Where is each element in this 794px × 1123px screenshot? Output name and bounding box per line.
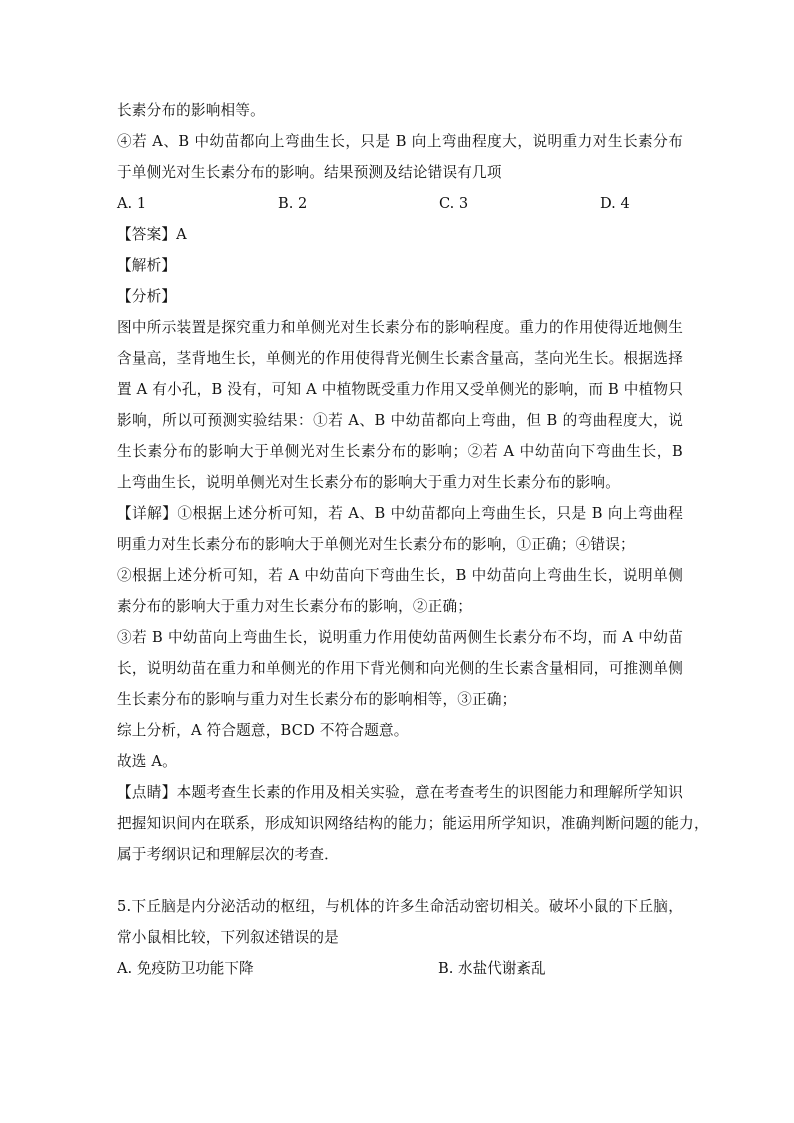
- text-line: 长，说明幼苗在重力和单侧光的作用下背光侧和向光侧的生长素含量相同，可推测单侧: [117, 660, 683, 677]
- text-line: 于单侧光对生长素分布的影响。结果预测及结论错误有几项: [117, 164, 502, 181]
- text-line: 【点睛】本题考查生长素的作用及相关实验，意在考查考生的识图能力和理解所学知识: [117, 784, 683, 801]
- text-line: 置 A 有小孔，B 没有，可知 A 中植物既受重力作用又受单侧光的影响，而 B 中植物只: [117, 381, 683, 398]
- option-b: B. 2: [278, 195, 308, 212]
- question-5-stem: 5.下丘脑是内分泌活动的枢纽，与机体的许多生命活动密切相关。破坏小鼠的下丘脑，: [117, 898, 683, 915]
- text-line: 明重力对生长素分布的影响大于单侧光对生长素分布的影响，①正确；④错误；: [117, 536, 635, 553]
- option-c: C. 3: [439, 195, 469, 212]
- text-line: 故选 A。: [117, 753, 177, 770]
- text-line: 【详解】①根据上述分析可知，若 A、B 中幼苗都向上弯曲生长，只是 B 向上弯曲程: [117, 505, 683, 522]
- option-b: B. 水盐代谢紊乱: [438, 960, 546, 977]
- text-line: ④若 A、B 中幼苗都向上弯曲生长，只是 B 向上弯曲程度大，说明重力对生长素分布: [117, 133, 683, 150]
- fenxi-header: 【分析】: [117, 288, 177, 305]
- text-line: 素分布的影响大于重力对生长素分布的影响，②正确；: [117, 598, 473, 615]
- section-gap: [117, 876, 683, 897]
- option-a: A. 免疫防卫功能下降: [117, 960, 254, 977]
- text-line: 上弯曲生长，说明单侧光对生长素分布的影响大于重力对生长素分布的影响。: [117, 474, 620, 491]
- text-line: 生长素分布的影响与重力对生长素分布的影响相等，③正确；: [117, 691, 517, 708]
- answer-line: 【答案】A: [117, 226, 187, 243]
- question-5-options: [117, 959, 683, 979]
- analysis-header: 【解析】: [117, 257, 177, 274]
- option-a: A. 1: [117, 195, 147, 212]
- text-line: 把握知识间内在联系，形成知识网络结构的能力；能运用所学知识，准确判断问题的能力，: [117, 815, 709, 832]
- document-page: [117, 101, 709, 990]
- text-line: 综上分析，A 符合题意，BCD 不符合题意。: [117, 722, 409, 739]
- text-line: ②根据上述分析可知，若 A 中幼苗向下弯曲生长，B 中幼苗向上弯曲生长，说明单侧: [117, 567, 683, 584]
- text-line: 长素分布的影响相等。: [117, 102, 265, 119]
- text-line: 生长素分布的影响大于单侧光对生长素分布的影响；②若 A 中幼苗向下弯曲生长，B: [117, 443, 683, 460]
- text-line: 含量高，茎背地生长，单侧光的作用使得背光侧生长素含量高，茎向光生长。根据选择: [117, 350, 683, 367]
- text-line: ③若 B 中幼苗向上弯曲生长，说明重力作用使幼苗两侧生长素分布不均，而 A 中幼苗: [117, 629, 683, 646]
- question-4-options: [117, 194, 683, 214]
- text-line: 属于考纲识记和理解层次的考查．: [117, 846, 339, 863]
- text-line: 图中所示装置是探究重力和单侧光对生长素分布的影响程度。重力的作用使得近地侧生: [117, 319, 683, 336]
- text-line: 影响，所以可预测实验结果：①若 A、B 中幼苗都向上弯曲，但 B 的弯曲程度大，说: [117, 412, 683, 429]
- option-d: D. 4: [600, 195, 630, 212]
- question-5-stem: 常小鼠相比较，下列叙述错误的是: [117, 929, 339, 946]
